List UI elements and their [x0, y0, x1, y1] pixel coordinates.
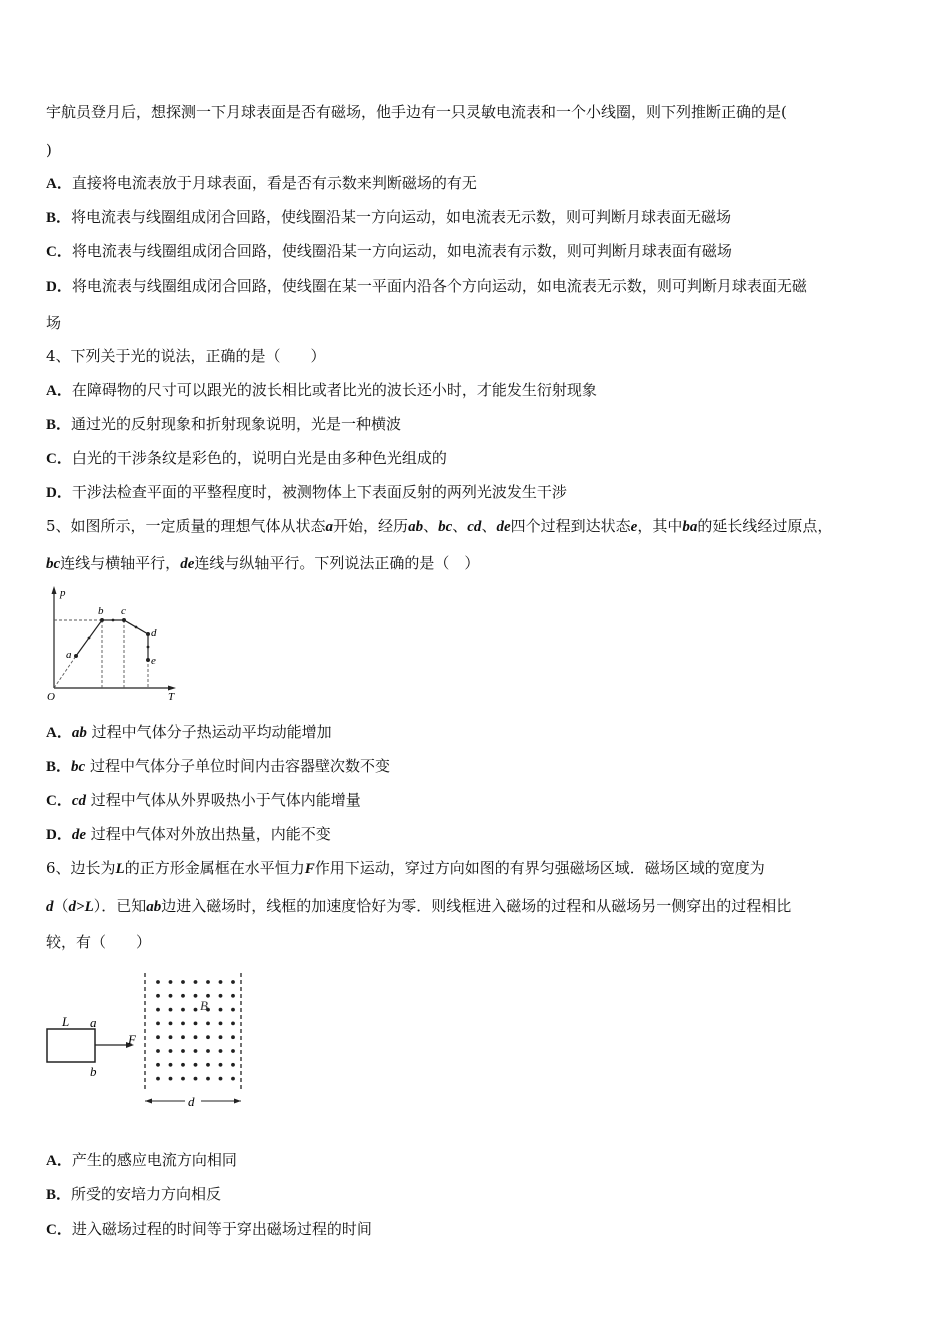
q5-option-a [46, 722, 332, 743]
field-dot [219, 980, 223, 984]
field-dot [181, 1008, 185, 1012]
q4-option-d [46, 482, 567, 503]
option-label: A． [46, 1153, 72, 1169]
t-axis-arrow [168, 686, 176, 691]
q4-option-a [46, 380, 597, 401]
field-dot [169, 1008, 173, 1012]
var-a: a [325, 519, 334, 535]
q3-option-c [46, 241, 732, 262]
field-dot [219, 1049, 223, 1053]
option-var: ab [71, 725, 87, 741]
label-b: b [98, 605, 104, 617]
field-dot [194, 1049, 198, 1053]
var-d: d [46, 899, 54, 915]
option-text: 在障碍物的尺寸可以跟光的波长相比或者比光的波长还小时，才能发生衍射现象 [71, 381, 597, 399]
option-label: D． [46, 279, 72, 295]
field-dot [206, 1022, 210, 1026]
state-e-point [146, 658, 150, 662]
field-dot [219, 994, 223, 998]
q3-option-d-continued: 场 [46, 314, 62, 332]
label-d: d [151, 627, 157, 639]
option-text: 将电流表与线圈组成闭合回路，使线圈沿某一方向运动，如电流表有示数，则可判断月球表面有磁场 [71, 242, 732, 260]
q3-stem-line1: 宇航员登月后，想探测一下月球表面是否有磁场，他手边有一只灵敏电流表和一个小线圈，则下列推断正确的是( [46, 103, 787, 121]
option-label: B． [46, 759, 72, 775]
stem-text: 5、如图所示，一定质量的理想气体从状态 [46, 517, 326, 535]
q3-option-a [46, 173, 477, 194]
stem-text: （ [53, 897, 69, 915]
label-b: b [90, 1064, 97, 1079]
option-label: C． [46, 451, 72, 467]
field-dots [156, 980, 235, 1080]
option-text: 过程中气体分子热运动平均动能增加 [91, 723, 332, 741]
stem-text: 连线与横轴平行， [60, 554, 181, 572]
var-bc: bc [46, 556, 61, 572]
field-dot [156, 1008, 160, 1012]
ab-midpoint [88, 637, 91, 640]
field-dot [169, 980, 173, 984]
field-dot [181, 1077, 185, 1081]
stem-text: 作用下运动，穿过方向如图的有界匀强磁场区域．磁场区域的宽度为 [314, 859, 765, 877]
t-axis-label: T [168, 691, 175, 703]
var-de: de [180, 556, 195, 572]
q6-option-c [46, 1219, 372, 1240]
bc-midpoint [112, 619, 115, 622]
field-dot [169, 1035, 173, 1039]
field-dot [194, 980, 198, 984]
stem-text: ．已知 [101, 897, 147, 915]
q3-stem-line2: ) [46, 141, 52, 159]
option-label: D． [46, 827, 72, 843]
option-label: B． [46, 1187, 72, 1203]
field-dot [169, 1022, 173, 1026]
stem-text: ，其中 [637, 517, 683, 535]
option-label: C． [46, 1222, 72, 1238]
q5-option-b [46, 756, 390, 777]
state-c-point [122, 618, 126, 622]
var-F: F [304, 861, 315, 877]
stem-text: 的延长线经过原点， [697, 517, 833, 535]
field-dot [231, 1008, 235, 1012]
field-dot [181, 1063, 185, 1067]
stem-text: 边进入磁场时，线框的加速度恰好为零．则线框进入磁场的过程和从磁场另一侧穿出的过程相比 [161, 897, 792, 915]
field-dot [206, 980, 210, 984]
stem-text: 6、边长为 [46, 859, 116, 877]
field-dot [169, 1077, 173, 1081]
option-text: 过程中气体对外放出热量，内能不变 [90, 825, 331, 843]
var-ba: ba [682, 519, 698, 535]
field-dot [206, 1063, 210, 1067]
field-dot [156, 1049, 160, 1053]
q5-stem-line1 [46, 516, 832, 537]
option-label: A． [46, 383, 72, 399]
label-e: e [151, 655, 156, 667]
field-dot [231, 1077, 235, 1081]
option-text: 进入磁场过程的时间等于穿出磁场过程的时间 [71, 1220, 372, 1238]
option-text: 通过光的反射现象和折射现象说明，光是一种横波 [71, 415, 402, 433]
var-L: L [115, 861, 125, 877]
de-midpoint [147, 646, 150, 649]
condition-d-gt-L: d>L [68, 899, 94, 915]
q3-option-d [46, 276, 807, 297]
field-dot [194, 1077, 198, 1081]
label-a: a [90, 1015, 97, 1030]
field-dot [231, 1022, 235, 1026]
field-dot [206, 1077, 210, 1081]
p-axis-label: p [60, 587, 66, 599]
option-label: B． [46, 210, 72, 226]
label-a: a [66, 649, 72, 661]
origin-label: O [47, 691, 55, 703]
label-d: d [188, 1094, 195, 1109]
q5-stem-line2 [46, 553, 479, 574]
field-dot [156, 994, 160, 998]
state-b-point [100, 618, 104, 622]
field-dot [156, 1022, 160, 1026]
label-F: F [128, 1032, 136, 1047]
stem-text: 连线与纵轴平行。下列说法正确的是（ ） [194, 554, 480, 572]
field-dot [194, 1008, 198, 1012]
p-axis-arrow [52, 586, 57, 594]
field-dot [169, 1049, 173, 1053]
field-dot [231, 1049, 235, 1053]
q3-option-b [46, 207, 731, 228]
q5-option-c [46, 790, 361, 811]
field-dot [231, 980, 235, 984]
field-dot [231, 994, 235, 998]
field-dot [156, 1035, 160, 1039]
option-text: 直接将电流表放于月球表面，看是否有示数来判断磁场的有无 [71, 174, 477, 192]
q6-stem-line3: 较，有（ ） [46, 933, 152, 951]
ba-extension [54, 656, 76, 688]
option-var: cd [71, 793, 87, 809]
width-arrow-left [145, 1099, 152, 1104]
option-text: 所受的安培力方向相反 [71, 1185, 222, 1203]
field-dot [156, 1063, 160, 1067]
var-de: de [496, 519, 511, 535]
field-dot [181, 994, 185, 998]
option-text: 将电流表与线圈组成闭合回路，使线圈沿某一方向运动，如电流表无示数，则可判断月球表面无磁场 [71, 208, 732, 226]
stem-text: 开始，经历 [333, 517, 409, 535]
field-dot [219, 1008, 223, 1012]
cd-midpoint [135, 626, 138, 629]
field-dot [206, 1049, 210, 1053]
option-text: 产生的感应电流方向相同 [71, 1151, 237, 1169]
option-label: C． [46, 793, 72, 809]
stem-text: 、 [452, 517, 468, 535]
q4-option-b [46, 414, 401, 435]
width-arrow-right [234, 1099, 241, 1104]
field-dot [181, 1035, 185, 1039]
option-text: 过程中气体从外界吸热小于气体内能增量 [90, 791, 361, 809]
option-text: 白光的干涉条纹是彩色的，说明白光是由多种色光组成的 [71, 449, 447, 467]
option-var: de [71, 827, 87, 843]
square-frame [47, 1029, 95, 1062]
option-label: A． [46, 725, 72, 741]
pt-diagram [44, 584, 184, 704]
var-ab: ab [408, 519, 424, 535]
field-dot [219, 1063, 223, 1067]
label-L: L [62, 1014, 70, 1029]
option-text: 将电流表与线圈组成闭合回路，使线圈在某一平面内沿各个方向运动，如电流表无示数，则可判断月球表面无磁 [71, 277, 807, 295]
field-dot [194, 1035, 198, 1039]
stem-text: 的正方形金属框在水平恒力 [124, 859, 305, 877]
q6-option-b [46, 1184, 221, 1205]
field-dot [181, 1022, 185, 1026]
option-var: bc [71, 759, 86, 775]
field-dot [169, 1063, 173, 1067]
stem-text: ） [93, 897, 102, 915]
field-dot [231, 1035, 235, 1039]
label-c: c [121, 605, 126, 617]
field-dot [169, 994, 173, 998]
field-dot [219, 1022, 223, 1026]
field-dot [194, 1022, 198, 1026]
var-cd: cd [467, 519, 482, 535]
option-label: C． [46, 244, 72, 260]
process-path [76, 620, 148, 660]
q5-option-d [46, 824, 331, 845]
state-a-point [74, 654, 78, 658]
state-d-point [146, 632, 150, 636]
var-bc: bc [438, 519, 453, 535]
option-label: A． [46, 176, 72, 192]
field-dot [231, 1063, 235, 1067]
option-label: D． [46, 485, 72, 501]
magnetic-field-diagram [40, 968, 260, 1116]
field-dot [206, 1035, 210, 1039]
var-ab: ab [146, 899, 162, 915]
q6-option-a [46, 1150, 237, 1171]
option-text: 干涉法检查平面的平整程度时，被测物体上下表面反射的两列光波发生干涉 [71, 483, 567, 501]
label-B: B [200, 998, 208, 1013]
field-dot [156, 1077, 160, 1081]
field-dot [156, 980, 160, 984]
q6-stem-line2 [46, 896, 791, 917]
option-label: B． [46, 417, 72, 433]
q6-stem-line1 [46, 858, 765, 879]
option-text: 过程中气体分子单位时间内击容器壁次数不变 [89, 757, 390, 775]
field-dot [194, 994, 198, 998]
field-dot [181, 980, 185, 984]
stem-text: 、 [481, 517, 497, 535]
field-dot [181, 1049, 185, 1053]
stem-text: 、 [423, 517, 439, 535]
field-dot [219, 1035, 223, 1039]
field-dot [194, 1063, 198, 1067]
field-dot [219, 1077, 223, 1081]
q4-option-c [46, 448, 447, 469]
stem-text: 四个过程到达状态 [510, 517, 631, 535]
var-e: e [630, 519, 638, 535]
q4-stem: 4、下列关于光的说法，正确的是（ ） [46, 347, 326, 365]
